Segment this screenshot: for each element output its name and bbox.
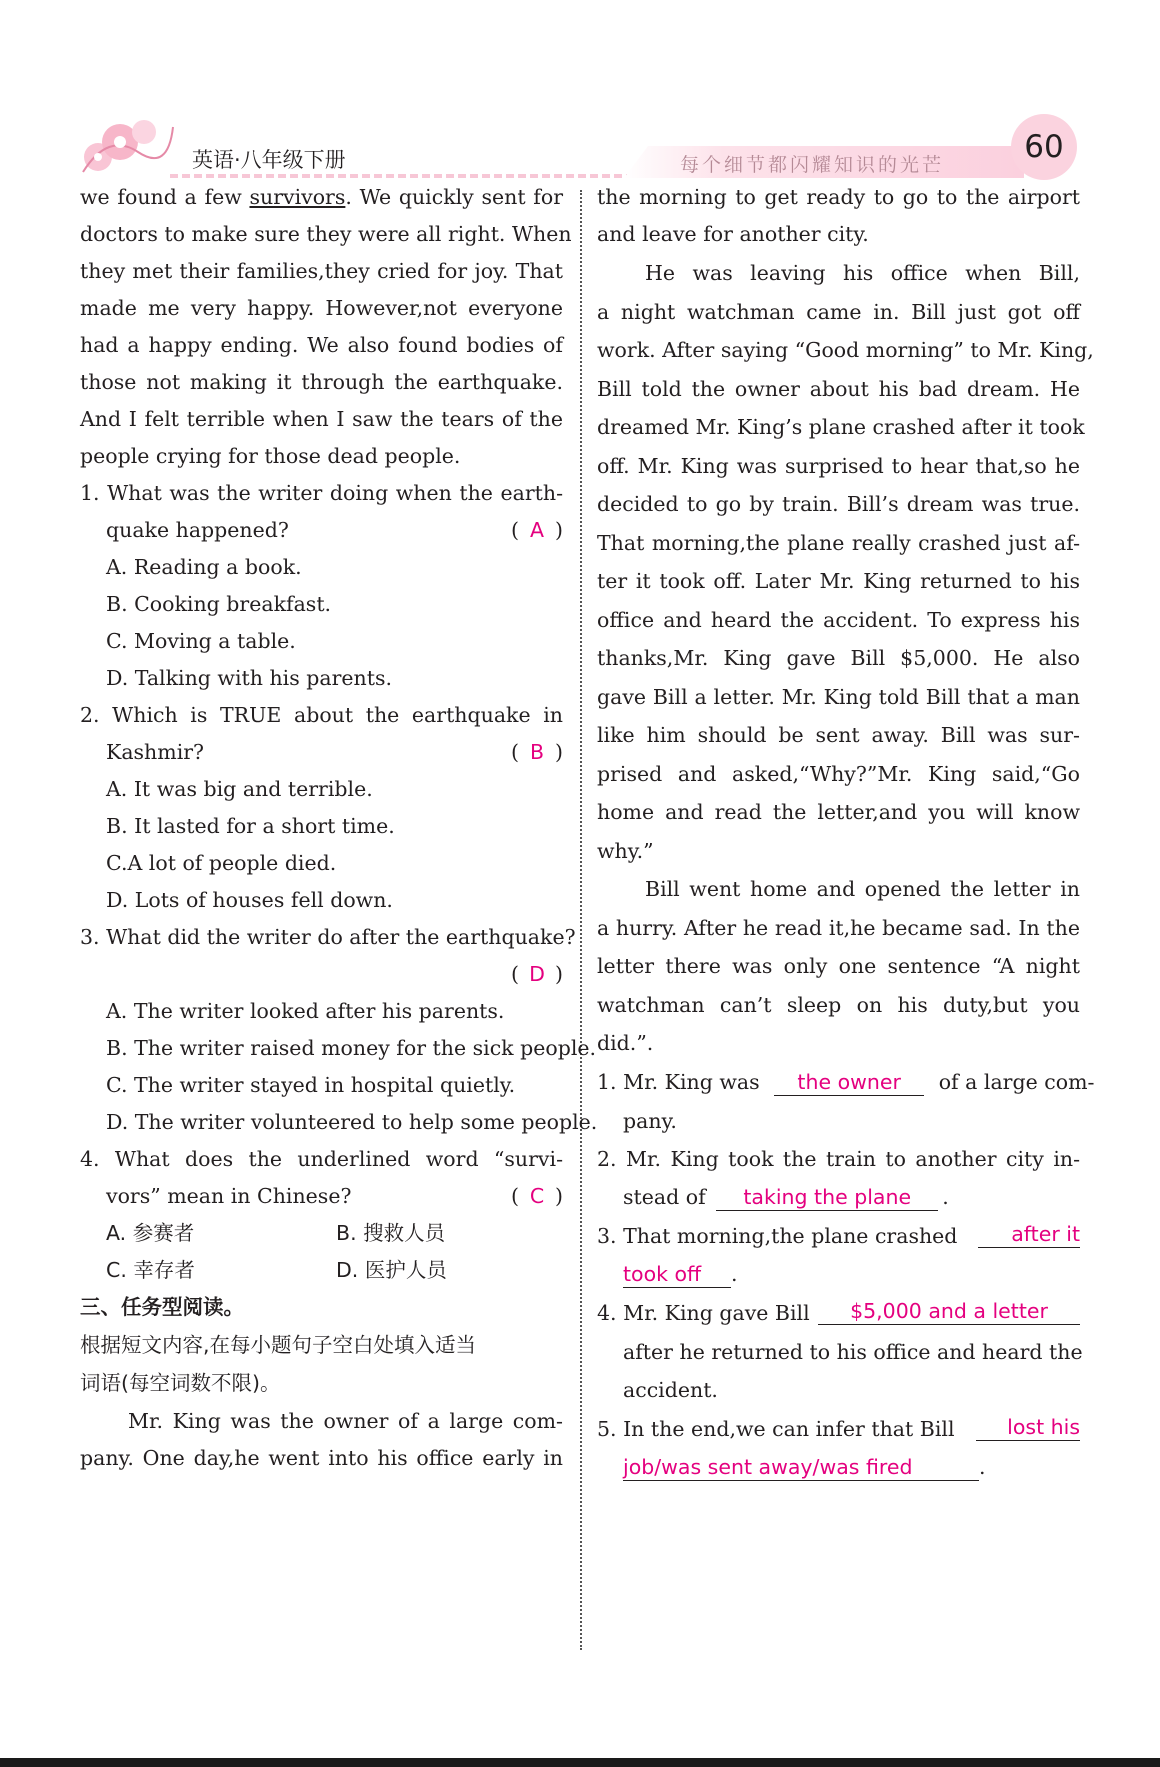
text-line: made me very happy. However,not everyone [80, 296, 563, 320]
fill-question-4: 4. Mr. King gave Bill $5,000 and a letter [597, 1298, 1080, 1328]
fill-question-1: 1. Mr. King was the owner of a large com- [597, 1070, 1095, 1094]
instruction-line: 根据短文内容,在每小题句子空白处填入适当 [80, 1333, 477, 1357]
fill-question-5-cont: job/was sent away/was fired . [623, 1455, 986, 1479]
text-line: Bill went home and opened the letter in [645, 877, 1080, 901]
option: C. 幸存者 [106, 1258, 195, 1282]
text-line: like him should be sent away. Bill was sur- [597, 723, 1080, 747]
question-4-cont: vors” mean in Chinese? ( C ) [106, 1181, 563, 1211]
fill-answer-5a: lost his [976, 1414, 1080, 1441]
question-2-cont: Kashmir? ( B ) [106, 737, 563, 767]
text-line: a hurry. After he read it,he became sad. In the [597, 916, 1080, 940]
option: C. The writer stayed in hospital quietly. [106, 1073, 516, 1097]
text-line: work. After saying “Good morning” to Mr. King, [597, 338, 1094, 362]
text-line: off. Mr. King was surprised to hear that,so he [597, 454, 1080, 478]
text-line: doctors to make sure they were all right. When [80, 222, 572, 246]
text-line: ter it took off. Later Mr. King returned to his [597, 569, 1080, 593]
option: D. Talking with his parents. [106, 666, 393, 690]
option: B. 搜救人员 [336, 1221, 446, 1245]
text-line: and leave for another city. [597, 222, 869, 246]
text-line: dreamed Mr. King’s plane crashed after it took [597, 415, 1085, 439]
text-line: a night watchman came in. Bill just got off [597, 300, 1080, 324]
text-line: office and heard the accident. To express his [597, 608, 1080, 632]
text-line: gave Bill a letter. Mr. King told Bill that a man [597, 685, 1080, 709]
option: A. The writer looked after his parents. [106, 999, 505, 1023]
text-line: the morning to get ready to go to the airport [597, 185, 1080, 209]
option: D. 医护人员 [336, 1258, 447, 1282]
text-line: And I felt terrible when I saw the tears of the [80, 407, 563, 431]
page-number: 60 [1024, 129, 1064, 165]
text-line: people crying for those dead people. [80, 444, 461, 468]
option-row [106, 1255, 563, 1285]
text-line: Bill told the owner about his bad dream. He [597, 377, 1080, 401]
fill-question-2-cont: stead of taking the plane . [623, 1185, 949, 1209]
fill-answer-1: the owner [774, 1069, 924, 1096]
subject-title: 英语·八年级下册 [192, 148, 346, 172]
answer-q2: B [529, 740, 545, 764]
question-1: 1. What was the writer doing when the earth- [80, 481, 563, 505]
section-title: 三、任务型阅读。 [80, 1295, 244, 1319]
option: A. 参赛者 [106, 1221, 195, 1245]
text-line: home and read the letter,and you will know [597, 800, 1080, 824]
option: C. Moving a table. [106, 629, 296, 653]
option: B. The writer raised money for the sick people. [106, 1036, 597, 1060]
text-line: why.” [597, 839, 654, 863]
text-line: watchman can’t sleep on his duty,but you [597, 993, 1080, 1017]
text-line: did.”. [597, 1031, 654, 1055]
question-3-answer-line [80, 959, 563, 989]
fill-question-3-cont: took off . [623, 1262, 738, 1286]
answer-q1: A [529, 518, 545, 542]
answer-box: ( B ) [511, 737, 563, 767]
answer-box: ( C ) [511, 1181, 563, 1211]
answer-q4: C [529, 1184, 545, 1208]
text-line: pany. One day,he went into his office early in [80, 1446, 563, 1470]
text-line: thanks,Mr. King gave Bill $5,000. He also [597, 646, 1080, 670]
option: D. Lots of houses fell down. [106, 888, 393, 912]
fill-question-4-cont: accident. [623, 1378, 718, 1402]
flower-ornament-icon [78, 112, 178, 182]
fill-question-2: 2. Mr. King took the train to another city in- [597, 1147, 1080, 1171]
answer-box: ( A ) [511, 515, 563, 545]
option: D. The writer volunteered to help some people. [106, 1110, 598, 1134]
question-2: 2. Which is TRUE about the earthquake in [80, 703, 563, 727]
fill-answer-5b: job/was sent away/was fired [623, 1454, 979, 1481]
answer-box: ( D ) [511, 959, 563, 989]
text-line: He was leaving his office when Bill, [645, 261, 1080, 285]
question-1-cont: quake happened? ( A ) [106, 515, 563, 545]
fill-answer-3b: took off [623, 1261, 731, 1288]
text-line: decided to go by train. Bill’s dream was true. [597, 492, 1080, 516]
column-divider [580, 190, 582, 1650]
text-line: those not making it through the earthquake. [80, 370, 563, 394]
fill-answer-2: taking the plane [716, 1184, 938, 1211]
fill-question-1-cont: pany. [623, 1109, 677, 1133]
text-line: That morning,the plane really crashed just af- [597, 531, 1080, 555]
underlined-word: survivors [249, 185, 346, 209]
text-line: letter there was only one sentence “A night [597, 954, 1080, 978]
instruction-line: 词语(每空词数不限)。 [80, 1371, 281, 1395]
question-3: 3. What did the writer do after the earthquake? [80, 925, 576, 949]
text-line: Mr. King was the owner of a large com- [128, 1409, 563, 1433]
fill-answer-4: $5,000 and a letter [818, 1298, 1080, 1325]
fill-question-5: 5. In the end,we can infer that Bill lost his [597, 1415, 1080, 1441]
fill-question-4-cont: after he returned to his office and heard the [623, 1340, 1083, 1364]
text-line: had a happy ending. We also found bodies of [80, 333, 563, 357]
text-line: prised and asked,“Why?”Mr. King said,“Go [597, 762, 1080, 786]
option: A. Reading a book. [106, 555, 302, 579]
text-line: they met their families,they cried for joy. That [80, 259, 563, 283]
slogan-text: 每个细节都闪耀知识的光芒 [680, 154, 945, 176]
option: B. It lasted for a short time. [106, 814, 395, 838]
answer-q3: D [529, 962, 545, 986]
option: A. It was big and terrible. [106, 777, 373, 801]
bottom-edge [0, 1758, 1160, 1767]
page-header [0, 100, 1160, 190]
option-row [106, 1218, 563, 1248]
option: B. Cooking breakfast. [106, 592, 332, 616]
text-line: we found a few survivors. We quickly sent for [80, 185, 563, 209]
option: C.A lot of people died. [106, 851, 337, 875]
question-4: 4. What does the underlined word “survi- [80, 1147, 563, 1171]
header-dashed-line [170, 174, 670, 178]
fill-question-3: 3. That morning,the plane crashed after it [597, 1222, 1080, 1248]
fill-answer-3a: after it [978, 1221, 1080, 1248]
